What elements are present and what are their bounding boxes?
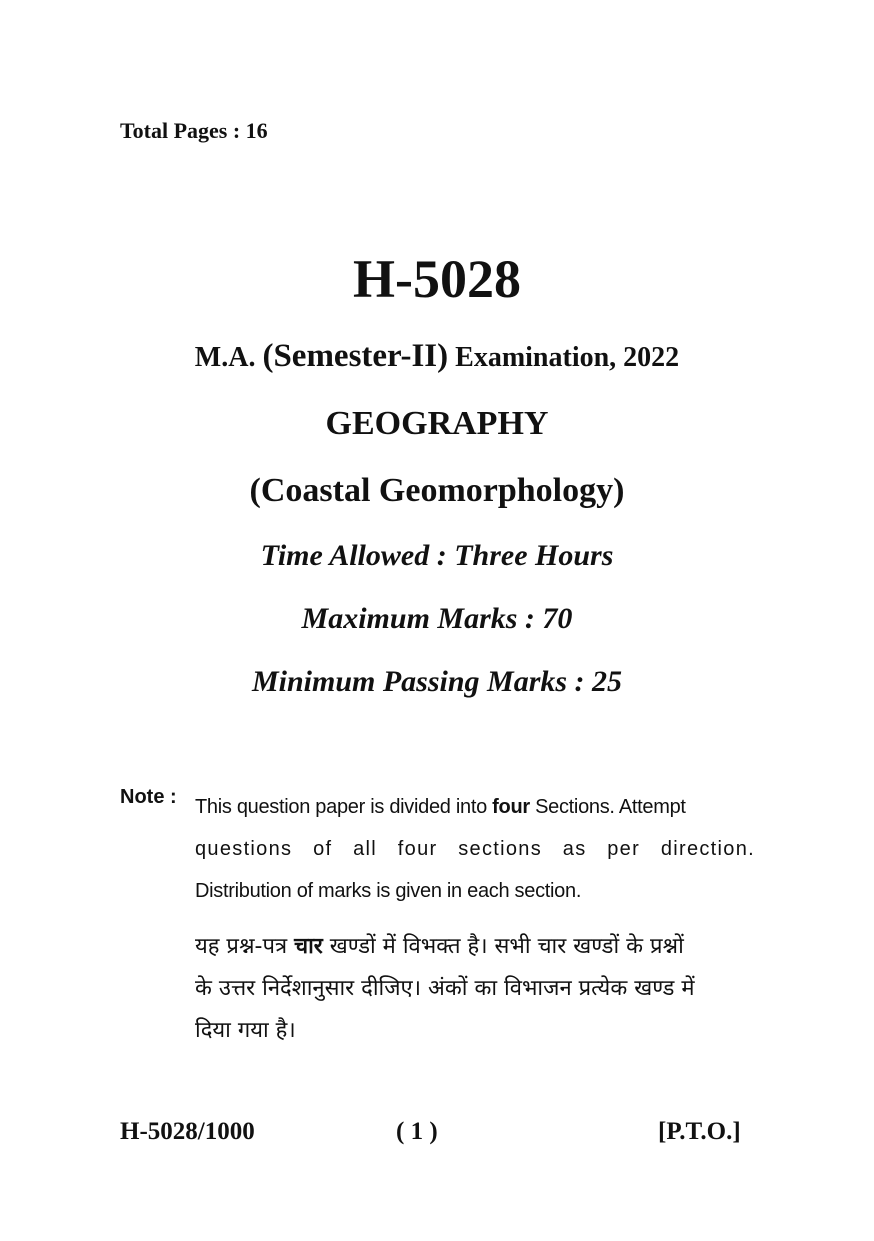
footer-paper-code: H-5028/1000 — [120, 1118, 255, 1145]
note-text: This question paper is divided into — [195, 796, 493, 818]
note-english-line-1 — [195, 786, 755, 828]
note-text: खण्डों में विभक्त है। सभी चार खण्डों के प्रश्नों — [322, 934, 684, 959]
time-allowed: Time Allowed : Three Hours — [260, 539, 614, 572]
note-text: यह प्रश्न-पत्र — [195, 934, 295, 959]
subject-title: GEOGRAPHY — [325, 405, 549, 442]
note-hindi — [195, 926, 755, 1052]
total-pages: Total Pages : 16 — [120, 118, 268, 143]
minimum-passing-marks: Minimum Passing Marks : 25 — [251, 665, 623, 698]
footer-pto: [P.T.O.] — [658, 1118, 741, 1145]
note-hindi-line-2: के उत्तर निर्देशानुसार दीजिए। अंकों का विभाजन प्रत्येक खण्ड में — [195, 976, 695, 1001]
note-emphasis: चार — [294, 934, 323, 959]
exam-line — [0, 338, 874, 375]
note-emphasis: four — [492, 796, 530, 818]
paper-title: (Coastal Geomorphology) — [249, 472, 625, 509]
footer-page-number: ( 1 ) — [396, 1118, 438, 1145]
note-english-line-2: questions of all four sections as per direction. — [195, 838, 755, 860]
note-hindi-line-3: दिया गया है। — [195, 1018, 296, 1043]
maximum-marks: Maximum Marks : 70 — [301, 602, 573, 635]
note-label: Note : — [120, 786, 177, 808]
exam-suffix: Examination, 2022 — [455, 342, 680, 373]
note-hindi-line-1 — [195, 926, 755, 968]
note-text: Sections. Attempt — [529, 796, 686, 818]
paper-code: H-5028 — [353, 249, 521, 309]
exam-prefix: M.A. — [194, 342, 256, 373]
note-english — [195, 786, 755, 912]
note-english-line-3: Distribution of marks is given in each section. — [195, 880, 582, 902]
exam-semester: (Semester-II) — [262, 338, 449, 374]
